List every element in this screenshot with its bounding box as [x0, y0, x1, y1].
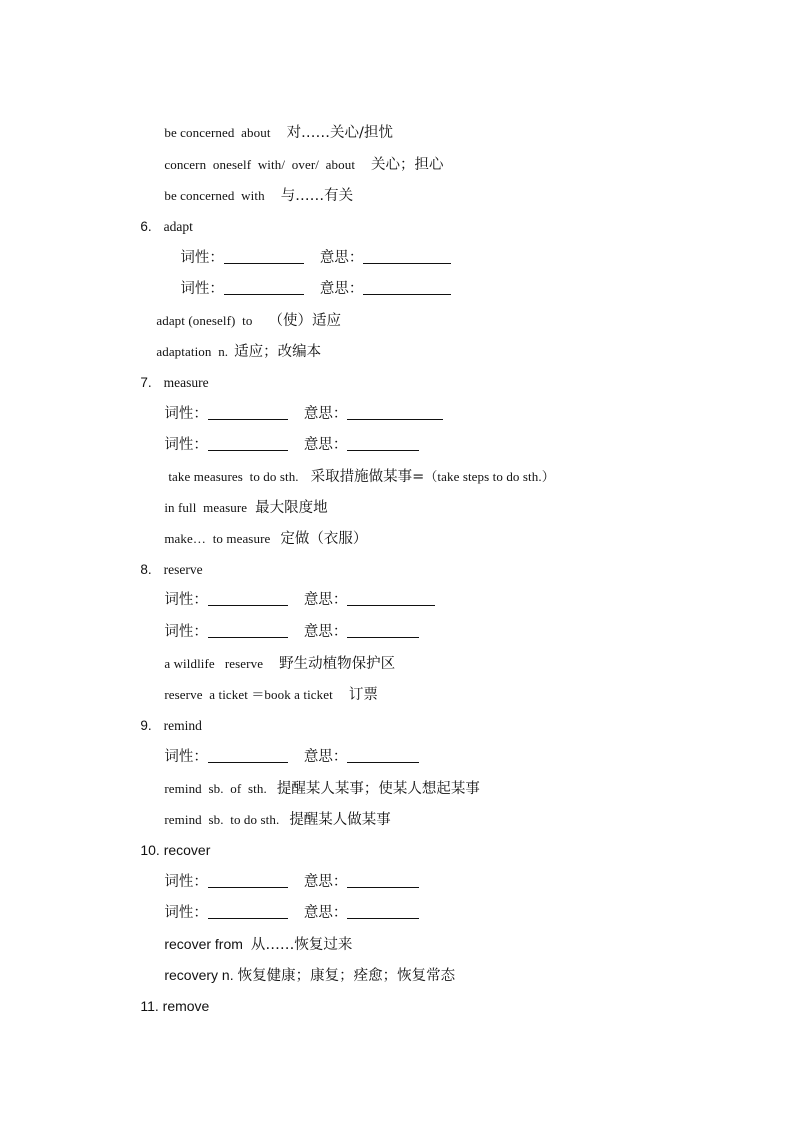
entry-word: adapt: [163, 219, 193, 234]
phrase-cn: 定做（衣服）: [280, 531, 368, 547]
phrase-en-tail: （take steps to do sth.）: [424, 469, 555, 484]
meaning-label: 意思：: [303, 749, 348, 765]
meaning-label: 意思：: [319, 250, 364, 266]
phrase-en: a wildlife reserve: [164, 656, 264, 671]
phrase-cn: 从……恢复过来: [250, 937, 353, 953]
meaning-label: 意思：: [303, 874, 348, 890]
phrase-en: remind sb. of sth.: [164, 781, 267, 796]
phrase-en: remind sb. to do sth.: [164, 812, 280, 827]
entry-number: 9.: [140, 718, 152, 733]
phrase-en: reserve a ticket ＝book a ticket: [164, 687, 333, 702]
phrase-en: recover from: [164, 936, 243, 952]
entry-word: 11. remove: [140, 998, 210, 1014]
phrase-cn: 最大限度地: [255, 500, 328, 516]
pos-label: 词性：: [164, 905, 208, 921]
phrase-en: adaptation n.: [156, 344, 229, 359]
phrase-en: be concerned with: [164, 188, 265, 203]
phrase-cn: 订票: [348, 687, 378, 703]
phrase-cn: 提醒某人做某事: [289, 812, 391, 828]
phrase-cn: 恢复健康；康复；痊愈；恢复常态: [237, 968, 456, 984]
phrase-en: concern oneself with/ over/ about: [164, 157, 356, 172]
pos-label: 词性：: [164, 406, 208, 422]
pos-label: 词性：: [164, 749, 208, 765]
pos-label: 词性：: [164, 874, 208, 890]
pos-label: 词性：: [180, 281, 224, 297]
meaning-label: 意思：: [303, 624, 348, 640]
phrase-cn: 采取措施做某事=: [310, 469, 425, 485]
entry-heading: [120, 976, 209, 1036]
phrase-cn: 对……关心/担忧: [286, 125, 393, 141]
phrase-cn: （使）适应: [268, 313, 341, 329]
pos-label: 词性：: [164, 592, 208, 608]
meaning-blank[interactable]: [347, 904, 419, 919]
pos-label: 词性：: [164, 624, 208, 640]
phrase-cn: 适应；改编本: [234, 344, 322, 360]
entry-number: 7.: [140, 375, 152, 390]
phrase-cn: 关心；担心: [371, 157, 444, 173]
phrase-en: in full measure: [164, 500, 248, 515]
entry-number: 6.: [140, 219, 152, 234]
phrase-en: adapt (oneself) to: [156, 313, 253, 328]
meaning-label: 意思：: [303, 406, 348, 422]
phrase-cn: 与……有关: [280, 188, 354, 204]
meaning-label: 意思：: [303, 592, 348, 608]
pos-label: 词性：: [180, 250, 224, 266]
entry-word: remind: [163, 718, 202, 733]
entry-word: measure: [163, 375, 209, 390]
meaning-label: 意思：: [319, 281, 364, 297]
phrase-cn: 野生动植物保护区: [279, 656, 396, 672]
phrase-cn: 提醒某人某事；使某人想起某事: [276, 781, 480, 797]
phrase-en: take measures to do sth.: [168, 469, 299, 484]
phrase-en: be concerned about: [164, 125, 271, 140]
entry-word: reserve: [163, 562, 203, 577]
phrase-en: make… to measure: [164, 531, 271, 546]
entry-word: 10. recover: [140, 842, 211, 858]
meaning-label: 意思：: [303, 905, 348, 921]
meaning-blank[interactable]: [363, 280, 451, 295]
meaning-label: 意思：: [303, 437, 348, 453]
phrase-en: recovery n.: [164, 967, 234, 983]
pos-label: 词性：: [164, 437, 208, 453]
entry-number: 8.: [140, 562, 152, 577]
